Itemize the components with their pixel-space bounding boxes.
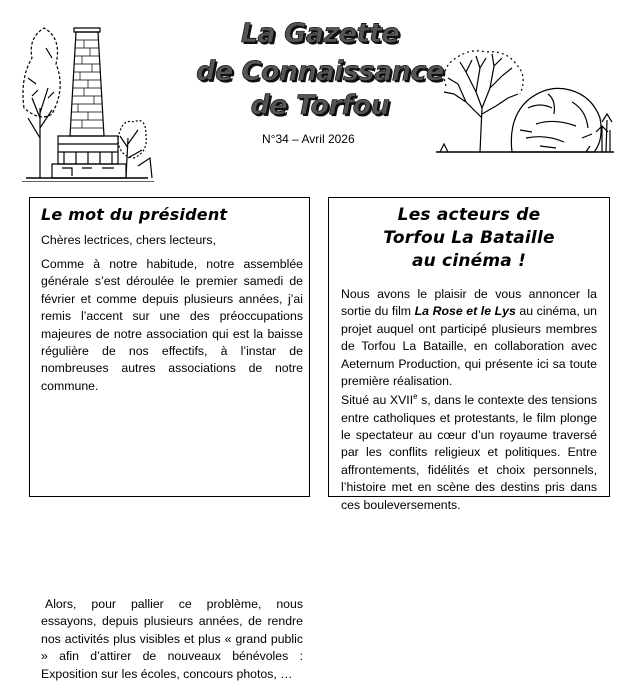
cinema-heading-line: Les acteurs de bbox=[397, 205, 541, 225]
masthead bbox=[0, 0, 640, 190]
paragraph-text: Situé au XVII bbox=[341, 393, 414, 408]
masthead-title-line: La Gazette bbox=[240, 18, 400, 49]
president-paragraph-2: Alors, pour pallier ce problème, nous essayons, depuis plusieurs années, de rendre nos activités plus visibles et plus « grand public » afin d’attirer de nouveaux bénévoles : Exposition sur les écoles, concours photos, … bbox=[41, 597, 303, 681]
cinema-paragraph-1 bbox=[341, 286, 597, 390]
superscript: e bbox=[413, 392, 418, 401]
masthead-title-line: de Connaissance bbox=[196, 56, 444, 87]
cinema-heading-line: au cinéma ! bbox=[411, 251, 527, 271]
issue-number: N°34 – Avril 2026 bbox=[262, 132, 355, 146]
president-heading: Le mot du président bbox=[41, 205, 228, 224]
paragraph-text: s, dans le contexte des tensions entre catholiques et protestants, le film plonge le spectateur au cœur d’un royaume traversé par les conflits religieux et politiques. Entre affrontements, fidélités et choix personnels, l’histoire met en scène des destins pris dans ces bouleversements. bbox=[341, 393, 597, 512]
cinema-paragraph-2 bbox=[341, 388, 597, 514]
paragraph-text: au cinéma, un projet auquel ont participé plusieurs membres de Torfou La Bataille, en collaboration avec Aeternum Production, qui présente ici sa toute première réalisation. bbox=[341, 304, 598, 389]
paragraph-text: Nous avons le plaisir de vous annoncer la sortie du film bbox=[341, 287, 597, 319]
chimney-tower-illustration bbox=[18, 18, 156, 182]
salutation: Chères lectrices, chers lecteurs, bbox=[41, 233, 216, 247]
cinema-article-box bbox=[328, 197, 610, 512]
film-title: La Rose et le Lys bbox=[414, 304, 516, 319]
rock-and-tree-illustration bbox=[436, 48, 614, 156]
cinema-heading-line: Torfou La Bataille bbox=[383, 228, 555, 248]
masthead-title-line: de Torfou bbox=[250, 90, 390, 121]
president-message-box bbox=[29, 197, 310, 681]
president-paragraph-1: Comme à notre habitude, notre assemblée générale s’est déroulée le premier samedi de février et comme depuis plusieurs années, j’ai remis l’accent sur une des préoccupations majeures de notre association qui est la baisse régulière de nos effectifs, à l’instar de nombreuses autres associations de notre commune. bbox=[41, 257, 303, 393]
